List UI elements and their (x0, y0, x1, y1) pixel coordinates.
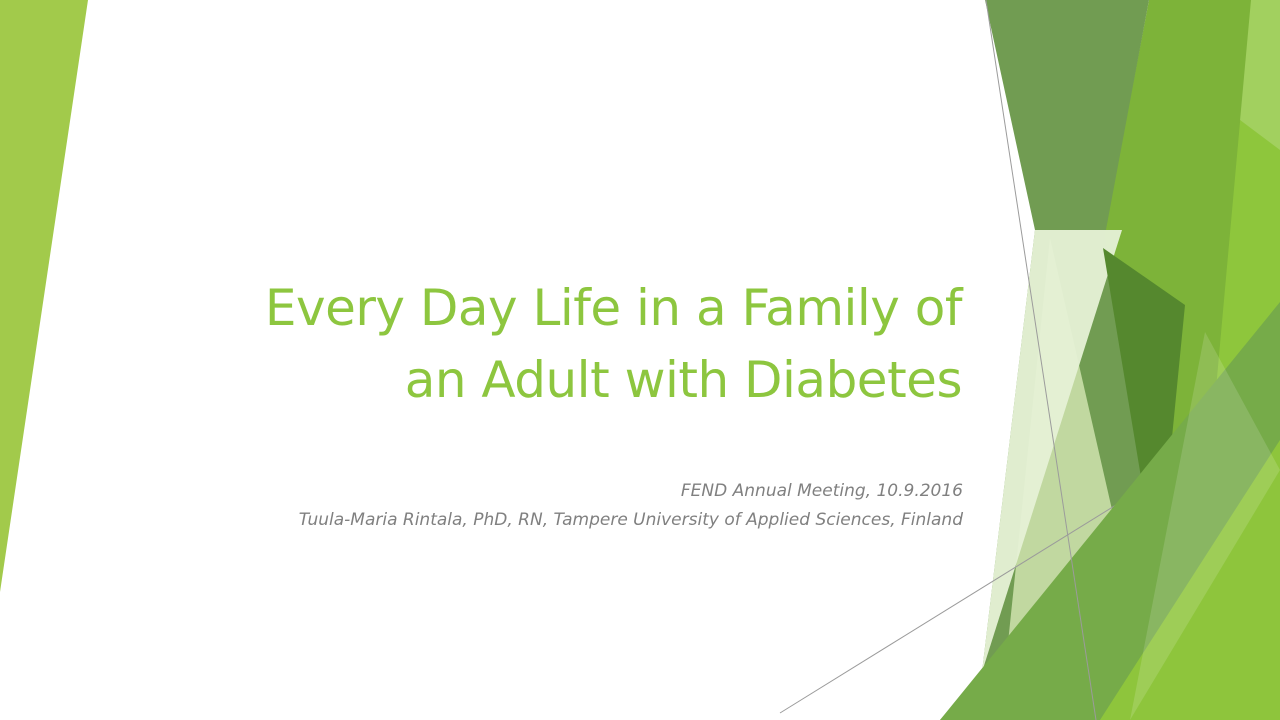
slide-title (102, 272, 962, 416)
subtitle-line-1: FEND Annual Meeting, 10.9.2016 (680, 481, 963, 501)
title-line-2: an Adult with Diabetes (404, 351, 962, 409)
slide-subtitle (263, 477, 963, 535)
left-accent-triangle (0, 0, 88, 592)
title-line-1: Every Day Life in a Family of (264, 279, 962, 337)
subtitle-line-2: Tuula-Maria Rintala, PhD, RN, Tampere University of Applied Sciences, Finland (298, 510, 963, 530)
